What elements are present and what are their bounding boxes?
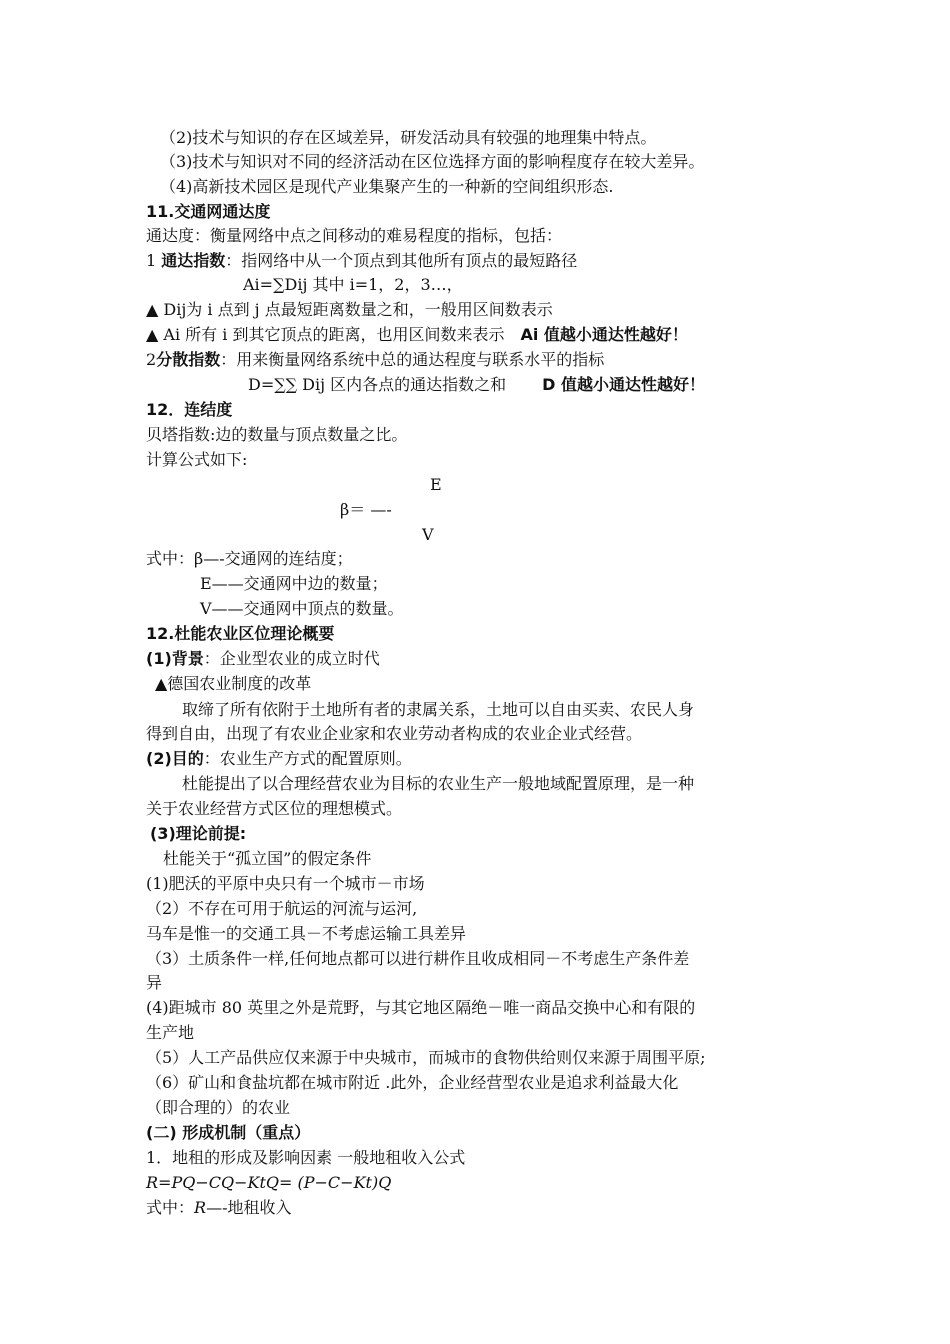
subheading: (2)目的 (146, 749, 204, 768)
text-line: 杜能提出了以合理经营农业为目标的农业生产一般地域配置原理，是一种 (182, 774, 695, 793)
text-line: (4)距城市 80 英里之外是荒野，与其它地区隔绝－唯一商品交换中心和有限的 (146, 998, 696, 1017)
text-line: 通达度：衡量网络中点之间移动的难易程度的指标，包括： (146, 226, 563, 245)
label-text: 式中： (146, 1198, 195, 1217)
formula-line: Ai=∑Dij 其中 i=1，2，3…， (243, 275, 463, 294)
text-line: 1．地租的形成及影响因素 一般地租收入公式 (146, 1148, 466, 1167)
formula-line (248, 373, 705, 397)
emphasis-text: Ai 值越小通达性越好！ (520, 325, 688, 344)
term-bold: 通达指数 (161, 251, 226, 270)
text-line: 关于农业经营方式区位的理想模式。 (146, 799, 403, 818)
text-line: 生产地 (146, 1023, 195, 1042)
formula-numerator: E (430, 475, 442, 494)
text-line: （3）土质条件一样,任何地点都可以进行耕作且收成相同－不考虑生产条件差 (146, 949, 690, 968)
text-line: 异 (146, 973, 163, 992)
bullet-line: ▲德国农业制度的改革 (155, 674, 312, 693)
subheading: (1)背景 (146, 649, 204, 668)
term-bold: 分散指数 (156, 350, 221, 369)
text-line: （2)技术与知识的存在区域差异，研发活动具有较强的地理集中特点。 (160, 128, 657, 147)
emphasis-text: D 值越小通达性越好！ (542, 375, 706, 394)
text-line: 杜能关于“孤立国”的假定条件 (163, 849, 372, 868)
text-line (146, 747, 412, 771)
text-line: 得到自由，出现了有农业企业家和农业劳动者构成的农业企业式经营。 (146, 724, 643, 743)
text-line: E——交通网中边的数量； (200, 574, 388, 593)
bullet-line: ▲ Dij为 i 点到 j 点最短距离数量之和，一般用区间数表示 (146, 300, 553, 319)
variable-text: R (194, 1198, 207, 1217)
subheading-text: ：企业型农业的成立时代 (203, 649, 380, 668)
list-number: 2 (146, 350, 157, 369)
section-heading: 11.交通网通达度 (146, 202, 271, 221)
text-line: （4)高新技术园区是现代产业集聚产生的一种新的空间组织形态. (160, 177, 614, 196)
text-line: 贝塔指数:边的数量与顶点数量之比。 (146, 425, 408, 444)
section-heading: 12．连结度 (146, 400, 233, 419)
text-line: 式中：β—-交通网的连结度； (146, 549, 353, 568)
text-line: （6）矿山和食盐坑都在城市附近 .此外，企业经营型农业是追求利益最大化 (146, 1073, 679, 1092)
bullet-text: ▲ Ai 所有 i 到其它顶点的距离，也用区间数来表示 (146, 325, 505, 344)
formula-denominator: V (422, 525, 434, 544)
definition-text: ：指网络中从一个顶点到其他所有顶点的最短路径 (225, 251, 578, 270)
formula-line: R=PQ−CQ−KtQ= (P−C−Kt)Q (146, 1173, 392, 1192)
formula-text: D=∑∑ Dij 区内各点的通达指数之和 (248, 375, 507, 394)
formula-lhs: β＝ —- (340, 500, 392, 519)
text-line: （即合理的）的农业 (146, 1098, 291, 1117)
section-heading: 12.杜能农业区位理论概要 (146, 624, 335, 643)
definition-text: ：用来衡量网络系统中总的通达程度与联系水平的指标 (220, 350, 605, 369)
text-line (146, 1196, 291, 1220)
subheading: (3)理论前提: (150, 824, 247, 843)
text-line: （2）不存在可用于航运的河流与运河, (146, 899, 418, 918)
text-line: （5）人工产品供应仅来源于中央城市，而城市的食物供给则仅来源于周围平原; (146, 1048, 706, 1067)
bullet-line (146, 323, 688, 347)
text-line: 计算公式如下: (146, 450, 248, 469)
text-line: V——交通网中顶点的数量。 (200, 599, 404, 618)
text-line: (1)肥沃的平原中央只有一个城市－市场 (146, 874, 425, 893)
section-heading: (二) 形成机制（重点） (146, 1123, 311, 1142)
definition-text: —-地租收入 (206, 1198, 292, 1217)
text-line: 马车是惟一的交通工具－不考虑运输工具差异 (146, 924, 467, 943)
subheading-text: ：农业生产方式的配置原则。 (203, 749, 412, 768)
text-line: （3)技术与知识对不同的经济活动在区位选择方面的影响程度存在较大差异。 (160, 152, 705, 171)
list-number: 1 (146, 251, 162, 270)
text-line (146, 647, 380, 671)
text-line: 取缔了所有依附于土地所有者的隶属关系，土地可以自由买卖、农民人身 (182, 700, 695, 719)
text-line (146, 249, 577, 273)
text-line (146, 348, 604, 372)
